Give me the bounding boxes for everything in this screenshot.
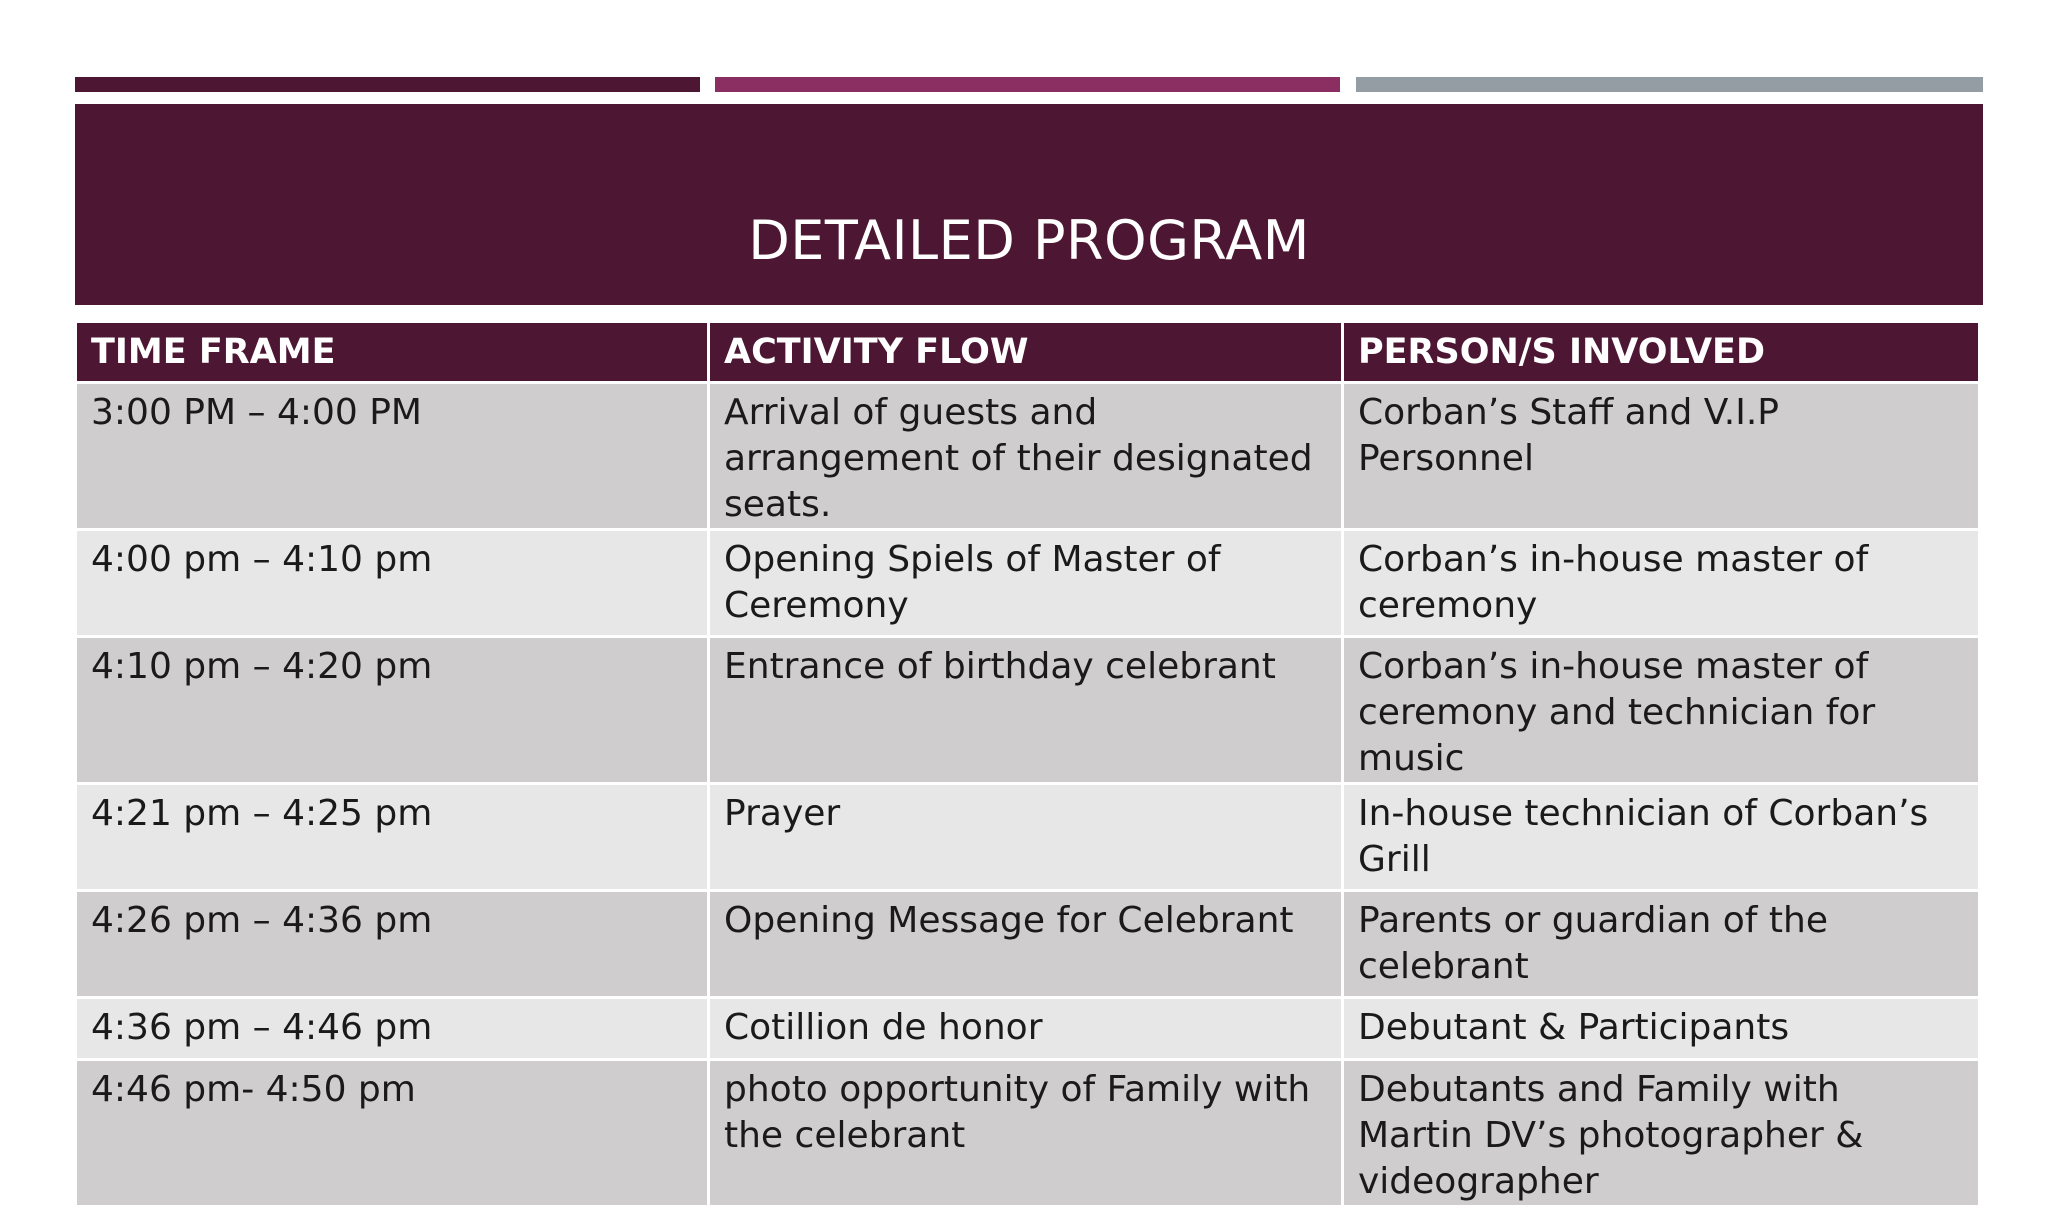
accent-bar-magenta [715, 77, 1340, 92]
table-row [77, 1061, 1978, 1208]
cell-persons: Corban’s in-house master of ceremony and technician for music [1344, 638, 1978, 785]
table-row [77, 999, 1978, 1061]
cell-time: 4:00 pm – 4:10 pm [77, 531, 710, 638]
cell-time: 3:00 PM – 4:00 PM [77, 384, 710, 531]
cell-activity: Arrival of guests and arrangement of their designated seats. [710, 384, 1344, 531]
cell-persons: Parents or guardian of the celebrant [1344, 892, 1978, 999]
cell-activity: Entrance of birthday celebrant [710, 638, 1344, 785]
cell-time: 4:46 pm- 4:50 pm [77, 1061, 710, 1208]
slide-title: DETAILED PROGRAM [748, 209, 1310, 272]
table-row [77, 892, 1978, 999]
table-row [77, 785, 1978, 892]
header-persons-involved: PERSON/S INVOLVED [1344, 323, 1978, 384]
cell-activity: Cotillion de honor [710, 999, 1344, 1061]
title-band [75, 104, 1983, 305]
cell-persons: In-house technician of Corban’s Grill [1344, 785, 1978, 892]
table-row [77, 384, 1978, 531]
cell-time: 4:36 pm – 4:46 pm [77, 999, 710, 1061]
program-table [77, 323, 1978, 1208]
header-time-frame: TIME FRAME [77, 323, 710, 384]
cell-persons: Corban’s in-house master of ceremony [1344, 531, 1978, 638]
header-activity-flow: ACTIVITY FLOW [710, 323, 1344, 384]
accent-bar-dark [75, 77, 700, 92]
cell-time: 4:26 pm – 4:36 pm [77, 892, 710, 999]
cell-activity: Opening Message for Celebrant [710, 892, 1344, 999]
cell-activity: Opening Spiels of Master of Ceremony [710, 531, 1344, 638]
table-row [77, 638, 1978, 785]
cell-activity: photo opportunity of Family with the celebrant [710, 1061, 1344, 1208]
table-row [77, 531, 1978, 638]
cell-persons: Corban’s Staff and V.I.P Personnel [1344, 384, 1978, 531]
cell-activity: Prayer [710, 785, 1344, 892]
cell-persons: Debutants and Family with Martin DV’s photographer & videographer [1344, 1061, 1978, 1208]
cell-time: 4:21 pm – 4:25 pm [77, 785, 710, 892]
table-header-row [77, 323, 1978, 384]
cell-persons: Debutant & Participants [1344, 999, 1978, 1061]
cell-time: 4:10 pm – 4:20 pm [77, 638, 710, 785]
accent-bar-gray [1356, 77, 1983, 92]
